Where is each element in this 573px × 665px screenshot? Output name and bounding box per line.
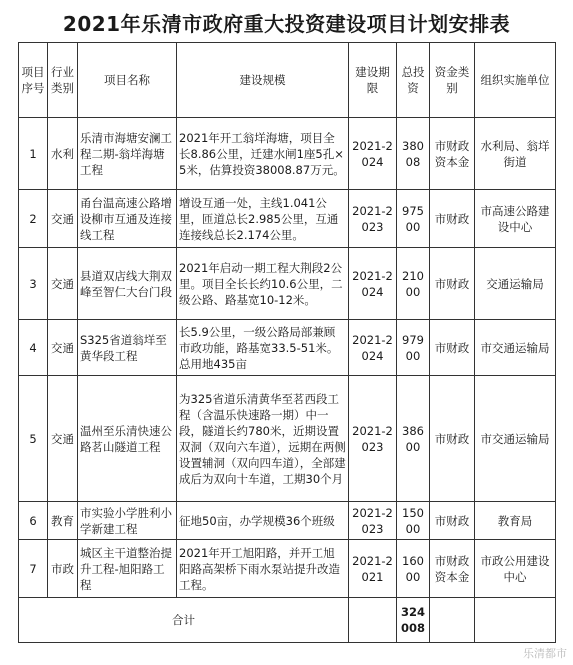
cell-seq: 1 <box>19 118 48 190</box>
cell-industry: 交通 <box>48 376 78 502</box>
header-period: 建设期限 <box>349 43 397 118</box>
total-label: 合计 <box>19 598 349 643</box>
table-row <box>19 118 556 190</box>
cell-fund: 市财政资本金 <box>430 118 475 190</box>
header-scale: 建设规模 <box>177 43 349 118</box>
cell-name: 城区主干道整治提升工程-旭阳路工程 <box>78 540 177 598</box>
cell-industry: 教育 <box>48 502 78 540</box>
table-row <box>19 540 556 598</box>
cell-org: 市交通运输局 <box>475 376 556 502</box>
cell-period: 2021-2023 <box>349 376 397 502</box>
cell-org: 市交通运输局 <box>475 320 556 376</box>
header-invest: 总投资 <box>397 43 430 118</box>
cell-industry: 市政 <box>48 540 78 598</box>
cell-scale: 增设互通一处，主线1.041公里，匝道总长2.985公里，互通连接线总长2.174公里。 <box>177 190 349 248</box>
cell-fund: 市财政 <box>430 190 475 248</box>
total-row <box>19 598 556 643</box>
cell-org: 水利局、翁垟街道 <box>475 118 556 190</box>
cell-name: 甬台温高速公路增设柳市互通及连接线工程 <box>78 190 177 248</box>
header-name: 项目名称 <box>78 43 177 118</box>
cell-industry: 水利 <box>48 118 78 190</box>
cell-industry: 交通 <box>48 190 78 248</box>
cell-seq: 7 <box>19 540 48 598</box>
header-fund: 资金类别 <box>430 43 475 118</box>
cell-invest: 15000 <box>397 502 430 540</box>
watermark: 乐清都市 <box>523 647 567 660</box>
cell-fund: 市财政 <box>430 376 475 502</box>
cell-org: 交通运输局 <box>475 248 556 320</box>
cell-period: 2021-2021 <box>349 540 397 598</box>
cell-name: 县道双店线大荆双峰至智仁大台门段 <box>78 248 177 320</box>
header-seq: 项目序号 <box>19 43 48 118</box>
total-value: 324008 <box>397 598 430 643</box>
cell-period: 2021-2023 <box>349 190 397 248</box>
cell-period: 2021-2024 <box>349 248 397 320</box>
cell-fund: 市财政资本金 <box>430 540 475 598</box>
cell-invest: 16000 <box>397 540 430 598</box>
table-row <box>19 248 556 320</box>
cell-seq: 6 <box>19 502 48 540</box>
cell-scale: 为325省道乐清黄华至茗西段工程（含温乐快速路一期）中一段，隧道长约780米，近期设置双洞（双向六车道），远期在两侧设置辅洞（双向四车道），全部建成后为双向十车道，工期30个月 <box>177 376 349 502</box>
cell-period: 2021-2024 <box>349 118 397 190</box>
cell-invest: 97900 <box>397 320 430 376</box>
cell-industry: 交通 <box>48 320 78 376</box>
table-row <box>19 502 556 540</box>
cell-name: S325省道翁垟至黄华段工程 <box>78 320 177 376</box>
cell-seq: 5 <box>19 376 48 502</box>
cell-seq: 4 <box>19 320 48 376</box>
cell-fund: 市财政 <box>430 248 475 320</box>
cell-org: 市高速公路建设中心 <box>475 190 556 248</box>
cell-period: 2021-2023 <box>349 502 397 540</box>
page-title: 2021年乐清市政府重大投资建设项目计划安排表 <box>62 12 511 36</box>
header-org: 组织实施单位 <box>475 43 556 118</box>
cell-invest: 38600 <box>397 376 430 502</box>
cell-invest: 21000 <box>397 248 430 320</box>
cell-scale: 长5.9公里，一级公路局部兼顾市政功能，路基宽33.5-51米。总用地435亩 <box>177 320 349 376</box>
cell-fund: 市财政 <box>430 320 475 376</box>
header-industry: 行业类别 <box>48 43 78 118</box>
project-table <box>18 42 556 643</box>
cell-name: 市实验小学胜利小学新建工程 <box>78 502 177 540</box>
cell-scale: 2021年开工旭阳路，并开工旭阳路高架桥下雨水泵站提升改造工程。 <box>177 540 349 598</box>
cell-scale: 2021年启动一期工程大荆段2公里。项目全长长约10.6公里，二级公路、路基宽10-12米。 <box>177 248 349 320</box>
table-row <box>19 190 556 248</box>
total-empty-cell <box>349 598 397 643</box>
table-row <box>19 376 556 502</box>
table-row <box>19 320 556 376</box>
cell-org: 教育局 <box>475 502 556 540</box>
cell-invest: 97500 <box>397 190 430 248</box>
cell-industry: 交通 <box>48 248 78 320</box>
header-row <box>19 43 556 118</box>
cell-seq: 2 <box>19 190 48 248</box>
total-empty-cell <box>430 598 475 643</box>
cell-fund: 市财政 <box>430 502 475 540</box>
total-empty-cell <box>475 598 556 643</box>
cell-scale: 2021年开工翁垟海塘，项目全长8.86公里，迁建水闸1座5孔×5米，估算投资38008.87万元。 <box>177 118 349 190</box>
cell-org: 市政公用建设中心 <box>475 540 556 598</box>
cell-seq: 3 <box>19 248 48 320</box>
cell-name: 温州至乐清快速公路茗山隧道工程 <box>78 376 177 502</box>
cell-scale: 征地50亩，办学规模36个班级 <box>177 502 349 540</box>
cell-name: 乐清市海塘安澜工程二期-翁垟海塘工程 <box>78 118 177 190</box>
cell-invest: 38008 <box>397 118 430 190</box>
cell-period: 2021-2024 <box>349 320 397 376</box>
